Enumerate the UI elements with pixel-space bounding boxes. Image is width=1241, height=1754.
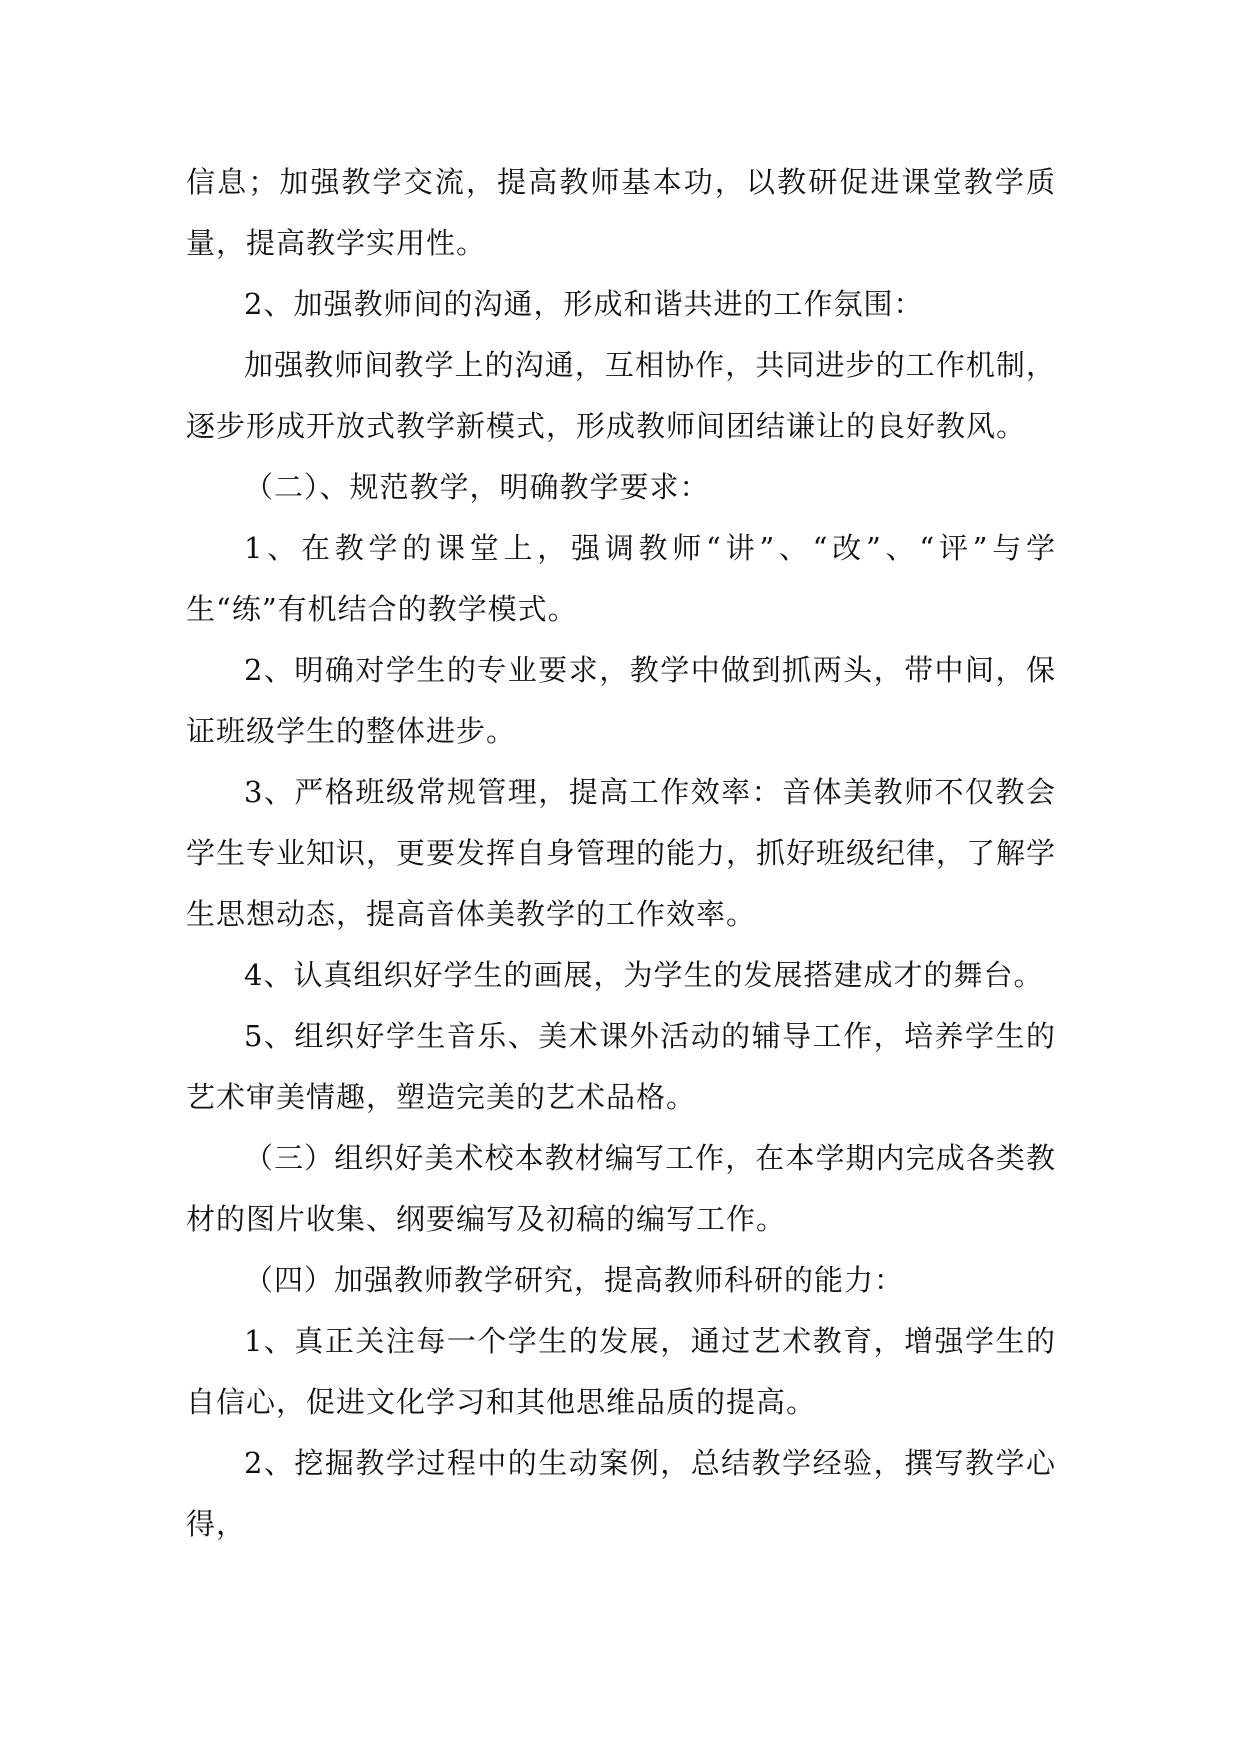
paragraph-item: 3、严格班级常规管理，提高工作效率：音体美教师不仅教会学生专业知识，更要发挥自身管理的能力，抓好班级纪律，了解学生思想动态，提高音体美教学的工作效率。 — [186, 775, 1057, 931]
section-heading: （三）组织好美术校本教材编写工作，在本学期内完成各类教材的图片收集、纲要编写及初稿的编写工作。 — [186, 1141, 1056, 1236]
paragraph-item: 2、加强教师间的沟通，形成和谐共进的工作氛围： — [244, 287, 924, 321]
section-heading: （二）、规范教学，明确教学要求： — [244, 470, 710, 504]
paragraph-item: 加强教师间教学上的沟通，互相协作，共同进步的工作机制，逐步形成开放式教学新模式，形成教师间团结谦让的良好教风。 — [186, 348, 1056, 443]
paragraph-item: 2、明确对学生的专业要求，教学中做到抓两头，带中间，保证班级学生的整体进步。 — [186, 653, 1056, 748]
document-body — [186, 152, 1056, 1555]
paragraph-item: 4、认真组织好学生的画展，为学生的发展搭建成才的舞台。 — [244, 958, 1044, 992]
paragraph-continuation: 信息；加强教学交流，提高教师基本功，以教研促进课堂教学质量，提高教学实用性。 — [186, 165, 1056, 260]
paragraph-item: 1、在教学的课堂上，强调教师“讲”、“改”、“评”与学生“练”有机结合的教学模式。 — [186, 531, 1056, 626]
paragraph-item: 1、真正关注每一个学生的发展，通过艺术教育，增强学生的自信心，促进文化学习和其他思维品质的提高。 — [186, 1324, 1056, 1419]
section-heading: （四）加强教师教学研究，提高教师科研的能力： — [244, 1263, 905, 1297]
paragraph-item: 2、挖掘教学过程中的生动案例，总结教学经验，撰写教学心得， — [186, 1446, 1056, 1541]
paragraph-item: 5、组织好学生音乐、美术课外活动的辅导工作，培养学生的艺术审美情趣，塑造完美的艺术品格。 — [186, 1019, 1056, 1114]
